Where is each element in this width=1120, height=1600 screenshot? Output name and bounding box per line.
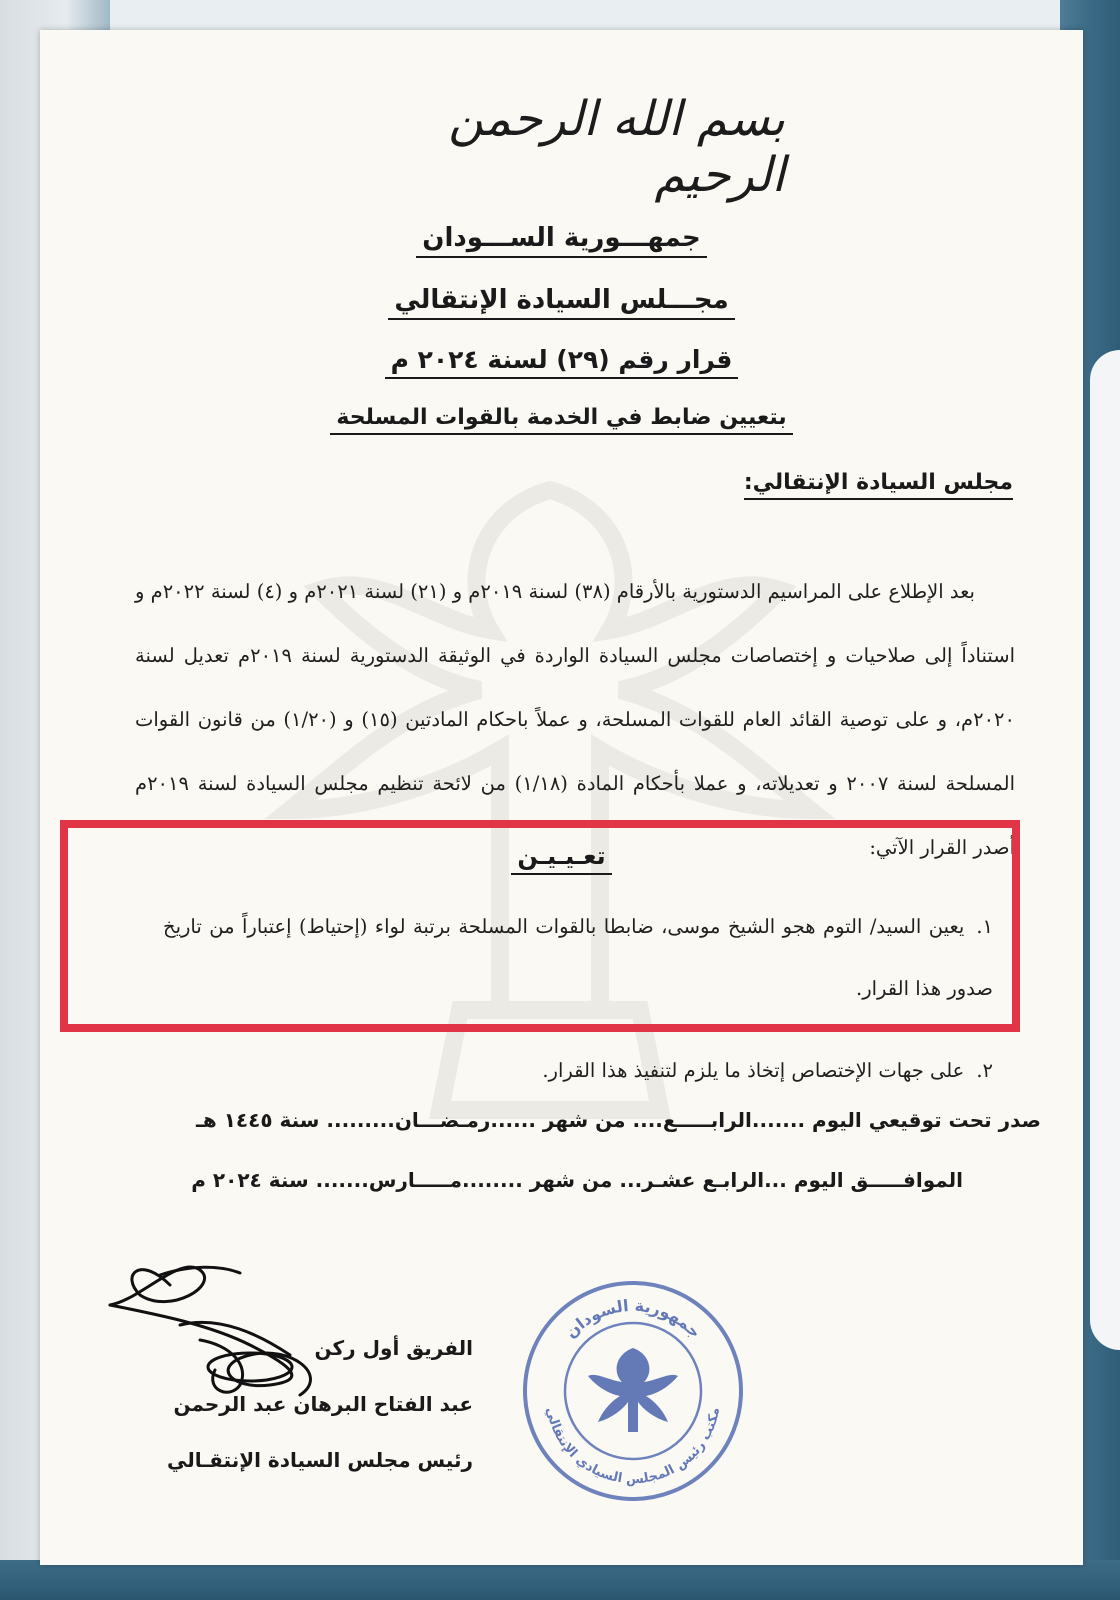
basmala-text: بسم الله الرحمن الرحيم (448, 91, 785, 203)
appointment-title (40, 842, 1083, 870)
background-folder-tab (1090, 350, 1120, 1350)
issuing-body-label: مجلس السيادة الإنتقالي: (744, 470, 1013, 500)
item-1-number: ١. (976, 915, 993, 938)
basmala-calligraphy (425, 92, 785, 202)
issued-date-line: صدر تحت توقيعي اليوم .......الرابـــــع.... من شهر ......رمـضـــان......... سنة ١٤٤٥ هـ (196, 1108, 1041, 1132)
signatory-name: عبد الفتاح البرهان عبد الرحمن (173, 1392, 473, 1416)
stamp-emblem-icon (588, 1348, 678, 1432)
decree-subject-text: بتعيين ضابط في الخدمة بالقوات المسلحة (330, 405, 792, 435)
signatory-rank: الفريق أول ركن (314, 1336, 473, 1360)
decree-item-2 (163, 1040, 993, 1102)
decree-number-heading (40, 345, 1083, 379)
item-2-number: ٢. (976, 1059, 993, 1082)
svg-text:جمهورية السودان (561, 1296, 705, 1342)
decree-item-1 (163, 896, 993, 1020)
council-heading (40, 285, 1083, 320)
background-bottom-folder (0, 1560, 1120, 1600)
decree-subject-heading (40, 405, 1083, 435)
corresponding-date-line: الموافـــــق اليوم ...الرابـع عشـر... من شهر ........مـــــارس....... سنة ٢٠٢٤ م (191, 1168, 963, 1192)
official-stamp (518, 1276, 748, 1506)
appointment-title-text: تعـيـيـن (511, 842, 611, 875)
item-1-text: يعين السيد/ التوم هجو الشيخ موسى، ضابطا بالقوات المسلحة برتبة لواء (إحتياط) إعتباراً من تاريخ صدور هذا القرار. (163, 915, 993, 1000)
stamp-top-text: جمهورية السودان (561, 1295, 705, 1342)
republic-heading (40, 223, 1083, 258)
decree-number-text: قرار رقم (٢٩) لسنة ٢٠٢٤ م (385, 345, 739, 379)
signatory-block (143, 1320, 473, 1488)
preamble-paragraph: بعد الإطلاع على المراسيم الدستورية بالأرقام (٣٨) لسنة ٢٠١٩م و (٢١) لسنة ٢٠٢١م و (٤) لسنة ٢٠٢٢م و استناداً إلى صلاحيات و إختصاصات مجلس السيادة الواردة في الوثيقة الدستورية لسنة ٢٠١٩م تعديل لسنة ٢٠٢٠م، و على توصية القائد العام للقوات المسلحة، و عملاً باحكام المادتين (١٥) و (١/٢٠) من قانون القوات المسلحة لسنة ٢٠٠٧ و تعديلاته، و عملا بأحكام المادة (١/١٨) من لائحة تنظيم مجلس السيادة لسنة ٢٠١٩م أصدر القرار الآتي: (135, 579, 1015, 859)
republic-heading-text: جمهـــورية الســـودان (416, 223, 706, 258)
stamp-bottom-text: مكتب رئيس المجلس السيادي الإنتقالي (542, 1405, 724, 1488)
decree-document (40, 30, 1083, 1565)
council-heading-text: مجـــلس السيادة الإنتقالي (388, 285, 734, 320)
signatory-title: رئيس مجلس السيادة الإنتقـالي (167, 1448, 473, 1472)
item-2-text: على جهات الإختصاص إتخاذ ما يلزم لتنفيذ هذا القرار. (542, 1059, 965, 1082)
